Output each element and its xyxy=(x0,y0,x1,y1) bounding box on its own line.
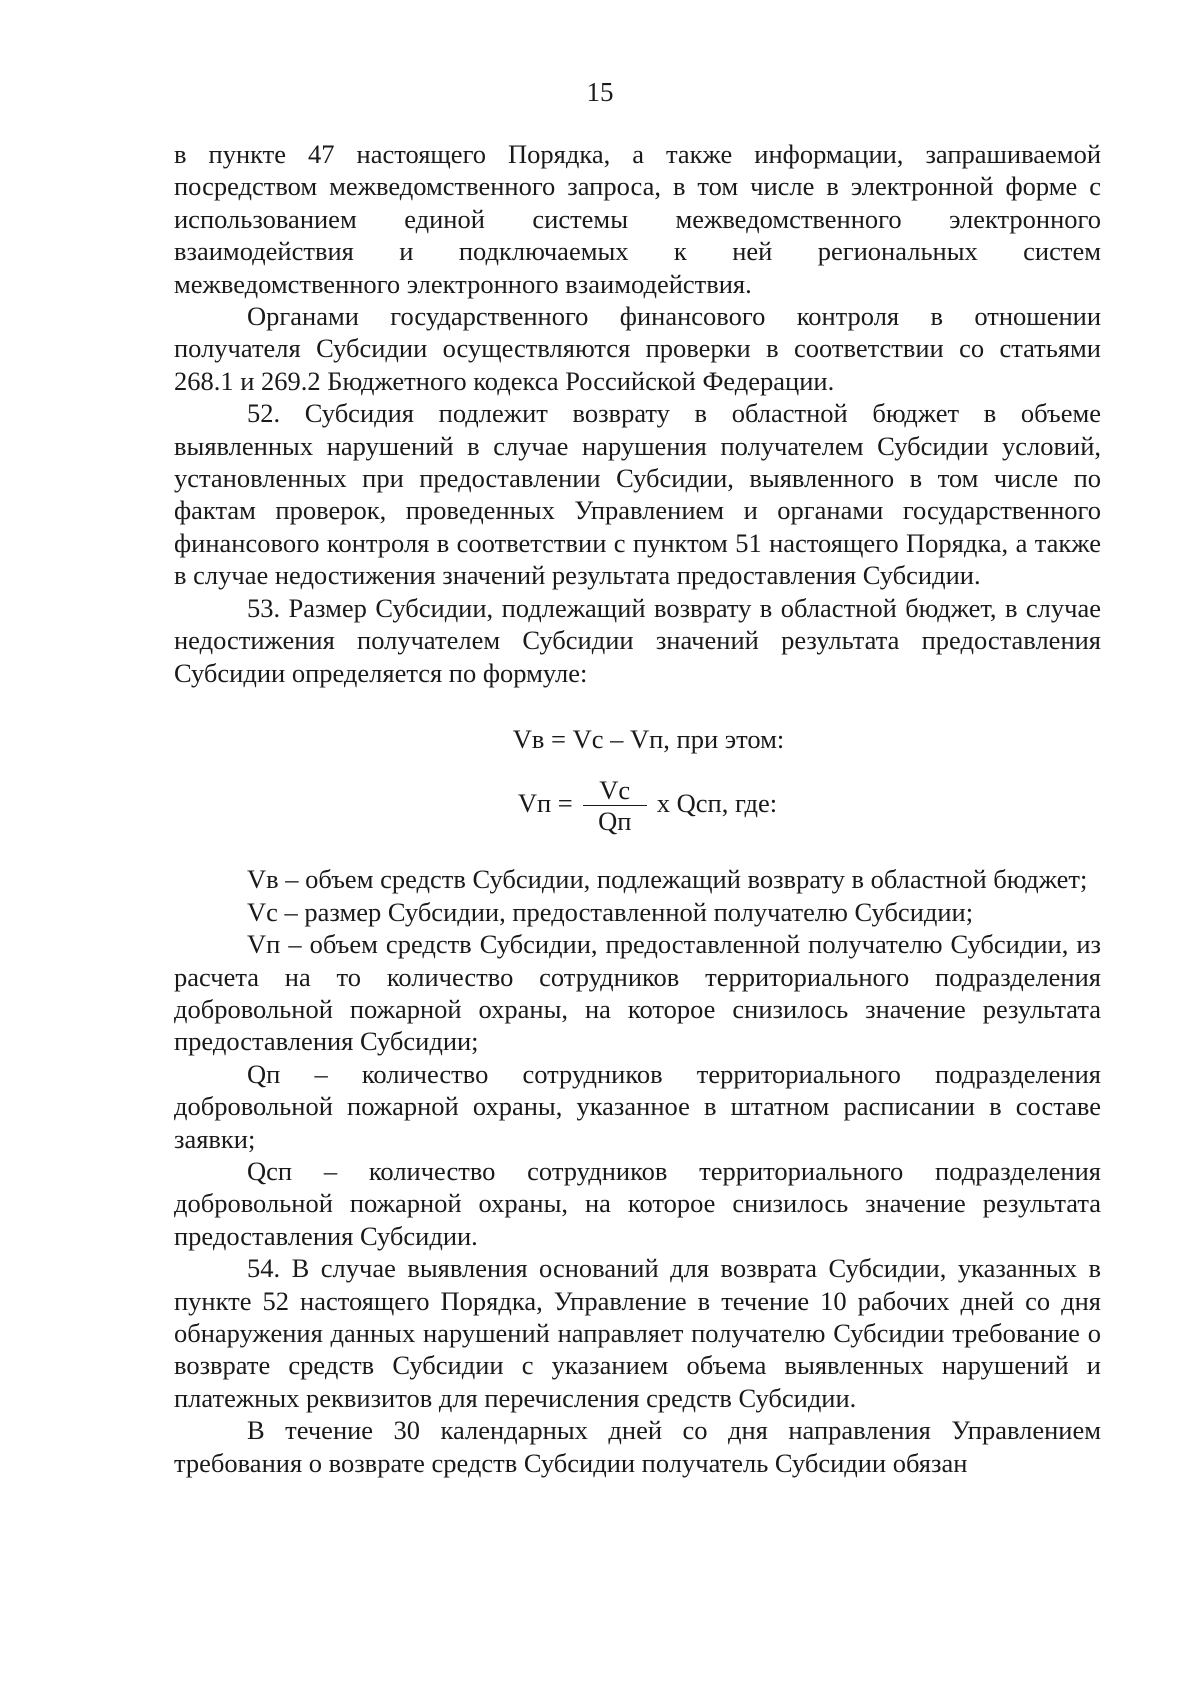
definition-qp: Qп – количество сотрудников территориального подразделения добровольной пожарной охраны, указанное в штатном расписании в составе заявки; xyxy=(174,1058,1101,1154)
definition-qsp: Qсп – количество сотрудников территориального подразделения добровольной пожарной охраны, на которое снизилось значение результата предоставления Субсидии. xyxy=(174,1155,1101,1251)
formula-vp xyxy=(174,755,1101,851)
spacer xyxy=(174,689,1101,723)
definition-vp: Vп – объем средств Субсидии, предоставленной получателю Субсидии, из расчета на то количество сотрудников территориального подразделения добровольной пожарной охраны, на которое снизилось значение результата предоставления Субсидии; xyxy=(174,929,1101,1057)
formula-fraction xyxy=(583,775,647,837)
formula-vp-rhs: x Qсп, где: xyxy=(656,788,778,819)
paragraph-54: 54. В случае выявления оснований для возврата Субсидии, указанных в пункте 52 настоящего Порядка, Управление в течение 10 рабочих дней со дня обнаружения данных нарушений направляет получателю Субсидии требование о возврате средств Субсидии с указанием объема выявленных нарушений и платежных реквизитов для перечисления средств Субсидии. xyxy=(174,1253,1101,1413)
formula-vp-lhs: Vп = xyxy=(517,788,573,819)
definition-vs: Vс – размер Субсидии, предоставленной получателю Субсидии; xyxy=(247,896,974,927)
formula-vv: Vв = Vс – Vп, при этом: xyxy=(512,723,785,754)
page-number: 15 xyxy=(586,77,614,107)
definition-vv: Vв – объем средств Субсидии, подлежащий возврату в областной бюджет; xyxy=(247,864,1088,895)
paragraph-return-deadline: В течение 30 календарных дней со дня направления Управлением требования о возврате средств Субсидии получатель Субсидии обязан xyxy=(174,1415,1101,1478)
paragraph-2: Органами государственного финансового контроля в отношении получателя Субсидии осуществляются проверки в соответствии со статьями 268.1 и 269.2 Бюджетного кодекса Российской Федерации. xyxy=(174,301,1101,396)
paragraph-52: 52. Субсидия подлежит возврату в областной бюджет в объеме выявленных нарушений в случае нарушения получателем Субсидии условий, установленных при предоставлении Субсидии, выявленного в том числе по фактам проверок, проведенных Управлением и органами государственного финансового контроля в соответствии с пунктом 51 настоящего Порядка, а также в случае недостижения значений результата предоставления Субсидии. xyxy=(174,398,1101,591)
document-body xyxy=(174,138,1101,1479)
spacer xyxy=(174,851,1101,863)
fraction-numerator: Vс xyxy=(599,774,631,805)
fraction-denominator: Qп xyxy=(598,806,632,837)
paragraph-1: в пункте 47 настоящего Порядка, а также информации, запрашиваемой посредством межведомственного запроса, в том числе в электронной форме с использованием единой системы межведомственного электронного взаимодействия и подключаемых к ней региональных систем межведомственного электронного взаимодействия. xyxy=(174,139,1101,299)
paragraph-53: 53. Размер Субсидии, подлежащий возврату в областной бюджет, в случае недостижения получателем Субсидии значений результата предоставления Субсидии определяется по формуле: xyxy=(174,592,1101,688)
